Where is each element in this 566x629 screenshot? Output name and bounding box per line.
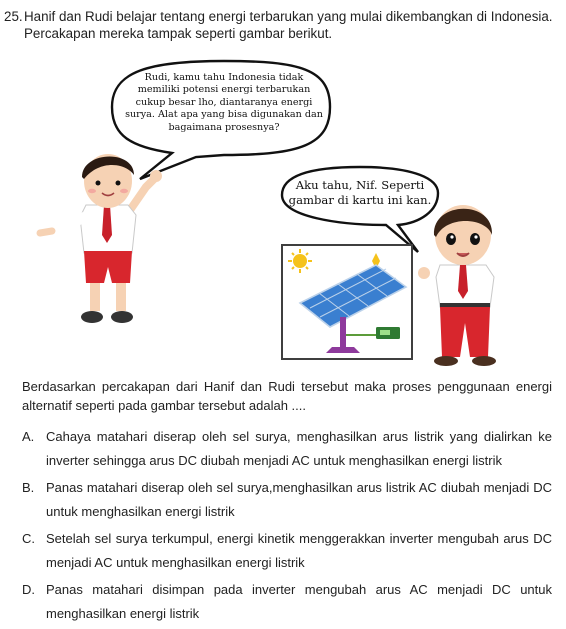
question-intro-line2: Percakapan mereka tampak seperti gambar berikut. xyxy=(24,26,333,41)
option-text: Panas matahari disimpan pada inverter mengubah arus AC menjadi DC untuk menghasilkan energi listrik xyxy=(46,582,552,621)
question-number: 25. xyxy=(4,9,23,24)
question-intro-line1: Hanif dan Rudi belajar tentang energi terbarukan yang mulai dikembangkan di Indonesia. xyxy=(24,9,553,24)
answer-options xyxy=(22,425,552,629)
option-letter: C. xyxy=(22,531,35,546)
option-d[interactable] xyxy=(22,578,552,626)
option-text: Panas matahari diserap oleh sel surya,menghasilkan arus listrik AC diubah menjadi DC untuk menghasilkan energi listrik xyxy=(46,480,552,519)
inverter-icon xyxy=(376,327,400,339)
question-header xyxy=(4,8,560,42)
right-bubble-text: Aku tahu, Nif. Seperti gambar di kartu ini kan. xyxy=(288,178,432,207)
option-text: Cahaya matahari diserap oleh sel surya, menghasilkan arus listrik yang dialirkan ke inverter sehingga arus DC diubah menjadi AC untuk menghasilkan energi listrik xyxy=(46,429,552,468)
option-letter: B. xyxy=(22,480,35,495)
solar-panel-card xyxy=(282,245,412,359)
option-letter: D. xyxy=(22,582,35,597)
dialogue-illustration xyxy=(0,55,566,370)
option-c[interactable] xyxy=(22,527,552,575)
option-letter: A. xyxy=(22,429,35,444)
option-text: Setelah sel surya terkumpul, energi kinetik menggerakkan inverter mengubah arus DC menjadi AC untuk menghasilkan energi listrik xyxy=(46,531,552,570)
boy-right-illustration xyxy=(418,205,496,366)
left-bubble-text: Rudi, kamu tahu Indonesia tidak memiliki potensi energi terbarukan cukup besar lho, diantaranya energi surya. Alat apa yang bisa digunakan dan bagaimana prosesnya? xyxy=(125,72,323,133)
option-a[interactable] xyxy=(22,425,552,473)
option-b[interactable] xyxy=(22,476,552,524)
question-stem: Berdasarkan percakapan dari Hanif dan Rudi tersebut maka proses penggunaan energi alternatif seperti pada gambar tersebut adalah .... xyxy=(22,379,552,413)
boy-left-illustration xyxy=(40,154,162,323)
